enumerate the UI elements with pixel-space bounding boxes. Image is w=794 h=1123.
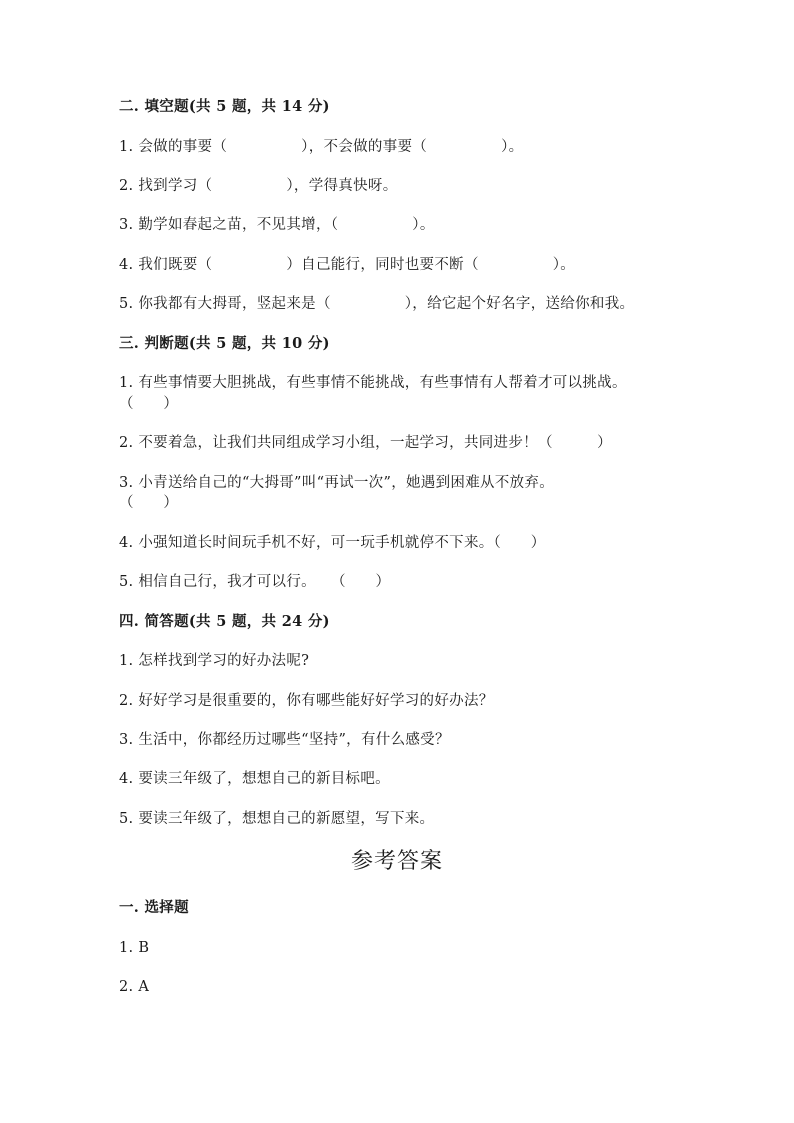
answer-section-1-heading: 一. 选择题 [119,899,189,916]
true-false-question-5: 5. 相信自己行，我才可以行。 （ ） [119,574,391,590]
fill-blank-question-2: 2. 找到学习（ ），学得真快呀。 [119,178,398,194]
true-false-question-1-answer-blank: （ ） [119,396,179,412]
short-answer-question-2: 2. 好好学习是很重要的，你有哪些能好好学习的好办法？ [119,693,494,709]
short-answer-question-5: 5. 要读三年级了，想想自己的新愿望，写下来。 [119,811,435,827]
short-answer-question-4: 4. 要读三年级了，想想自己的新目标吧。 [119,771,390,787]
fill-blank-question-5: 5. 你我都有大拇哥，竖起来是（ ），给它起个好名字，送给你和我。 [119,296,635,312]
section-2-heading: 二. 填空题(共 5 题，共 14 分) [119,98,330,115]
true-false-question-1: 1. 有些事情要大胆挑战，有些事情不能挑战，有些事情有人帮着才可以挑战。 [119,375,627,391]
short-answer-question-3: 3. 生活中，你都经历过哪些“坚持”，有什么感受？ [119,732,450,748]
short-answer-question-1: 1. 怎样找到学习的好办法呢? [119,653,310,669]
true-false-question-3: 3. 小青送给自己的“大拇哥”叫“再试一次”，她遇到困难从不放弃。 [119,475,554,491]
fill-blank-question-4: 4. 我们既要（ ）自己能行，同时也要不断（ ）。 [119,257,576,273]
section-3-heading: 三. 判断题(共 5 题，共 10 分) [119,335,330,352]
answer-key-title: 参考答案 [350,849,443,874]
fill-blank-question-3: 3. 勤学如春起之苗，不见其增，（ ）。 [119,217,435,233]
answer-2: 2. A [119,979,150,995]
fill-blank-question-1: 1. 会做的事要（ ），不会做的事要（ ）。 [119,139,524,155]
true-false-question-2: 2. 不要着急，让我们共同组成学习小组，一起学习，共同进步！（ ） [119,435,612,451]
true-false-question-4: 4. 小强知道长时间玩手机不好，可一玩手机就停不下来。（ ） [119,535,546,551]
answer-1: 1. B [119,940,150,956]
section-4-heading: 四. 简答题(共 5 题，共 24 分) [119,613,330,630]
true-false-question-3-answer-blank: （ ） [119,495,179,511]
